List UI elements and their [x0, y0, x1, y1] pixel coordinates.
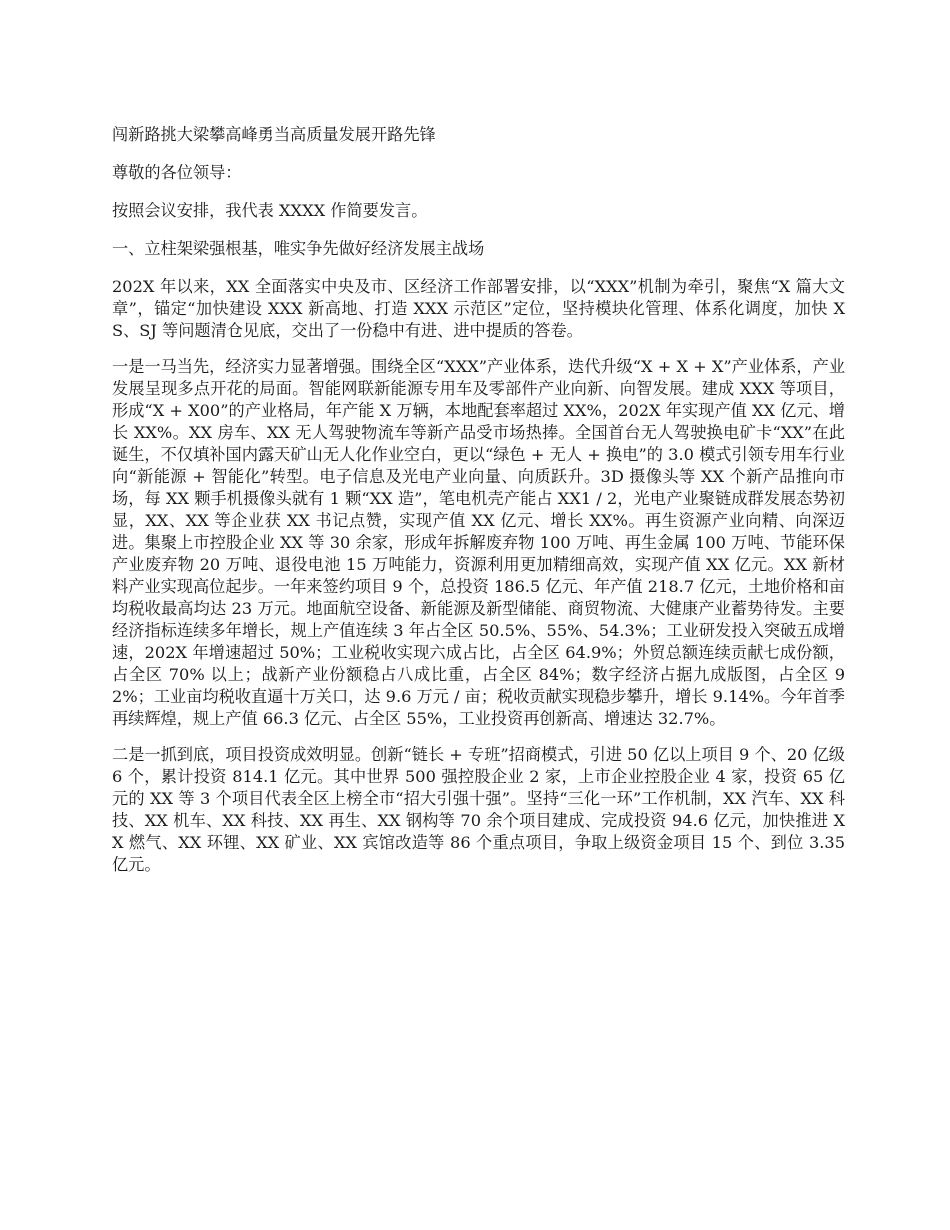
body-paragraph: 二是一抓到底，项目投资成效明显。创新“链长 + 专班”招商模式，引进 50 亿以上项目 9 个、20 亿级 6 个，累计投资 814.1 亿元。其中世界 500 强控股企业 2 家，上市企业控股企业 4 家，投资 65 亿元的 XX 等 3 个项目代表全区上榜全市“招大引强十强”。坚持“三化一环”工作机制，XX 汽车、XX 科技、XX 机车、XX 科技、XX 再生、XX 钢构等 70 余个项目建成、完成投资 94.6 亿元，加快推进 XX 燃气、XX 环锂、XX 矿业、XX 宾馆改造等 86 个重点项目，争取上级资金项目 15 个、到位 3.35 亿元。	[112, 745, 845, 874]
body-paragraph: 202X 年以来，XX 全面落实中央及市、区经济工作部署安排，以“XXX”机制为牵引，聚焦“X 篇大文章”，锚定“加快建设 XXX 新高地、打造 XXX 示范区”定位，坚持模块化管理、体系化调度，加快 XS、SJ 等问题清仓见底，交出了一份稳中有进、进中提质的答卷。	[112, 277, 845, 340]
intro-paragraph: 按照会议安排，我代表 XXXX 作简要发言。	[112, 201, 428, 220]
document-title: 闯新路挑大梁攀高峰勇当高质量发展开路先锋	[112, 125, 436, 144]
body-paragraph: 一是一马当先，经济实力显著增强。围绕全区“XXX”产业体系，迭代升级“X + X + X”产业体系，产业发展呈现多点开花的局面。智能网联新能源专用车及零部件产业向新、向智发展。建成 XXX 等项目，形成“X + X00”的产业格局，年产能 X 万辆，本地配套率超过 XX%，202X 年实现产值 XX 亿元、增长 XX%。XX 房车、XX 无人驾驶物流车等新产品受市场热捧。全国首台无人驾驶换电矿卡“XX”在此诞生，不仅填补国内露天矿山无人化作业空白，更以“绿色 + 无人 + 换电”的 3.0 模式引领专用车行业向“新能源 + 智能化”转型。电子信息及光电产业向量、向质跃升。3D 摄像头等 XX 个新产品推向市场，每 XX 颗手机摄像头就有 1 颗“XX 造”，笔电机壳产能占 XX1 / 2，光电产业聚链成群发展态势初显，XX、XX 等企业获 XX 书记点赞，实现产值 XX 亿元、增长 XX%。再生资源产业向精、向深迈进。集聚上市控股企业 XX 等 30 余家，形成年拆解废弃物 100 万吨、再生金属 100 万吨、节能环保产业废弃物 20 万吨、退役电池 15 万吨能力，资源利用更加精细高效，实现产值 XX 亿元。XX 新材料产业实现高位起步。一年来签约项目 9 个，总投资 186.5 亿元、年产值 218.7 亿元，土地价格和亩均税收最高均达 23 万元。地面航空设备、新能源及新型储能、商贸物流、大健康产业蓄势待发。主要经济指标连续多年增长，规上产值连续 3 年占全区 50.5%、55%、54.3%；工业研发投入突破五成增速，202X 年增速超过 50%；工业税收实现六成占比，占全区 64.9%；外贸总额连续贡献七成份额，占全区 70% 以上；战新产业份额稳占八成比重，占全区 84%；数字经济占据九成版图，占全区 92%；工业亩均税收直逼十万关口，达 9.6 万元 / 亩；税收贡献实现稳步攀升，增长 9.14%。今年首季再续辉煌，规上产值 66.3 亿元、占全区 55%，工业投资再创新高、增速达 32.7%。	[112, 357, 845, 728]
salutation: 尊敬的各位领导：	[112, 163, 242, 182]
section-heading: 一、立柱架梁强根基，唯实争先做好经济发展主战场	[112, 239, 485, 258]
document-page	[112, 124, 845, 890]
